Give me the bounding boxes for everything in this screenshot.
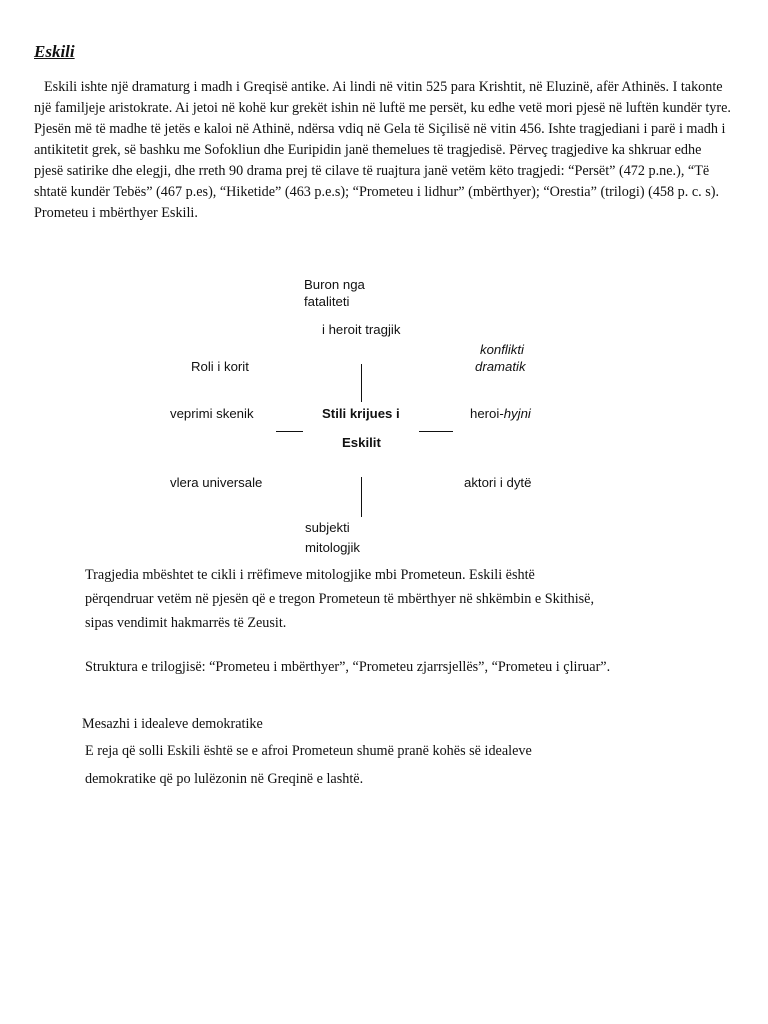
connector-left — [276, 431, 303, 432]
tragedy-line-2: përqendruar vetëm në pjesën që e tregon Prometeun të mbërthyer në shkëmbin e Skithisë, — [85, 591, 595, 607]
diagram-top-line1: Buron nga — [304, 277, 365, 292]
message-line-1: E reja që solli Eskili është se e afroi Prometeun shumë pranë kohës së idealeve — [85, 743, 532, 759]
diagram-bottom-line2: mitologjik — [305, 540, 360, 555]
intro-paragraph — [34, 77, 734, 224]
diagram-center-line1: Stili krijues i — [322, 406, 400, 421]
diagram-left-top: Roli i korit — [191, 359, 249, 374]
diagram-right-top-line2: dramatik — [475, 359, 526, 374]
diagram-right-top-line1: konflikti — [480, 342, 524, 357]
diagram-center-line2: Eskilit — [342, 435, 381, 450]
tragedy-line-3: sipas vendimit hakmarrës të Zeusit. — [85, 615, 287, 631]
trilogy-structure: Struktura e trilogjisë: “Prometeu i mbërthyer”, “Prometeu zjarrsjellës”, “Prometeu i çliruar”. — [85, 659, 611, 675]
diagram-left-bottom: vlera universale — [170, 475, 263, 490]
diagram-top-line2: fataliteti — [304, 294, 350, 309]
connector-right — [419, 431, 453, 432]
section-subheading: Mesazhi i idealeve demokratike — [82, 716, 263, 732]
diagram-right-mid — [470, 405, 531, 422]
message-line-2: demokratike që po lulëzonin në Greqinë e lashtë. — [85, 771, 364, 787]
tragedy-line-1: Tragjedia mbështet te cikli i rrëfimeve mitologjike mbi Prometeun. Eskili është — [85, 567, 535, 583]
page-title: Eskili — [34, 42, 75, 61]
diagram-right-mid-italic: hyjni — [503, 406, 531, 421]
intro-text: Eskili ishte një dramaturg i madh i Greqisë antike. Ai lindi në vitin 525 para Krishtit, në Eluzinë, afër Athinës. I takonte një familjeje aristokrate. Ai jetoi në kohë kur grekët ishin në luftë me persët, ku edhe vetë mori pjesë në luftën kundër tyre. Pjesën më të madhe të jetës e kaloi në Athinë, ndërsa vdiq në Gela të Siçilisë në vitin 456. Ishte tragjediani i parë i madh i antikitetit grek, së bashku me Sofokliun dhe Euripidin janë themelues të tragjedisë. Përveç tragjedive ka shkruar edhe pjesë satirike dhe elegji, dhe rreth 90 drama prej të cilave të ruajtura janë vetëm këto tragjedi: “Persët” (472 p.ne.), “Të shtatë kundër Tebës” (467 p.es), “Hiketide” (463 p.e.s); “Prometeu i lidhur” (mbërthyer); “Orestia” (trilogi) (458 p. c. s). Prometeu i mbërthyer Eskili. — [34, 79, 731, 221]
diagram-top-sub: i heroit tragjik — [322, 322, 401, 337]
diagram-left-mid: veprimi skenik — [170, 406, 254, 421]
diagram-right-bottom: aktori i dytë — [464, 475, 532, 490]
diagram-right-mid-prefix: heroi- — [470, 406, 504, 421]
connector-bottom — [361, 477, 362, 517]
diagram-bottom-line1: subjekti — [305, 520, 350, 535]
connector-top — [361, 364, 362, 402]
